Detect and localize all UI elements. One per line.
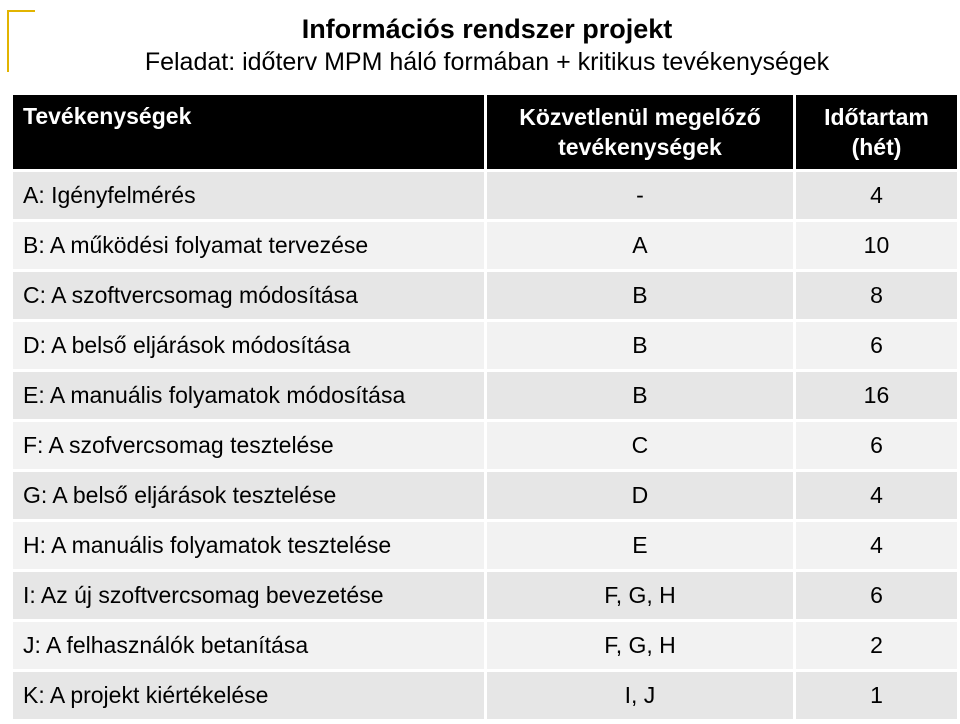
slide-header	[0, 12, 960, 78]
duration-cell: 8	[796, 272, 957, 319]
slide-title: Információs rendszer projekt	[301, 14, 673, 44]
activity-cell: J: A felhasználók betanítása	[13, 622, 484, 669]
table-row	[13, 422, 957, 469]
predecessors-cell: E	[487, 522, 793, 569]
activity-cell: C: A szoftvercsomag módosítása	[13, 272, 484, 319]
header-duration: Időtartam (hét)	[796, 95, 957, 169]
predecessors-cell: C	[487, 422, 793, 469]
table-row	[13, 672, 957, 719]
duration-cell: 6	[796, 322, 957, 369]
activity-table	[10, 92, 960, 722]
activity-cell: A: Igényfelmérés	[13, 172, 484, 219]
predecessors-cell: B	[487, 322, 793, 369]
duration-cell: 2	[796, 622, 957, 669]
activity-cell: E: A manuális folyamatok módosítása	[13, 372, 484, 419]
table-row	[13, 472, 957, 519]
predecessors-cell: B	[487, 372, 793, 419]
table-row	[13, 272, 957, 319]
duration-cell: 4	[796, 522, 957, 569]
duration-cell: 4	[796, 172, 957, 219]
table-row	[13, 172, 957, 219]
header-activity: Tevékenységek	[13, 95, 484, 169]
table-row	[13, 322, 957, 369]
activity-cell: D: A belső eljárások módosítása	[13, 322, 484, 369]
activity-cell: B: A működési folyamat tervezése	[13, 222, 484, 269]
activity-cell: H: A manuális folyamatok tesztelése	[13, 522, 484, 569]
table-row	[13, 222, 957, 269]
duration-cell: 10	[796, 222, 957, 269]
activity-cell: F: A szofvercsomag tesztelése	[13, 422, 484, 469]
header-predecessors: Közvetlenül megelőző tevékenységek	[487, 95, 793, 169]
duration-cell: 1	[796, 672, 957, 719]
predecessors-cell: F, G, H	[487, 572, 793, 619]
predecessors-cell: A	[487, 222, 793, 269]
table-header-row	[13, 95, 957, 169]
table-row	[13, 622, 957, 669]
table-row	[13, 572, 957, 619]
activity-cell: G: A belső eljárások tesztelése	[13, 472, 484, 519]
predecessors-cell: B	[487, 272, 793, 319]
duration-cell: 16	[796, 372, 957, 419]
table-row	[13, 372, 957, 419]
duration-cell: 6	[796, 572, 957, 619]
predecessors-cell: F, G, H	[487, 622, 793, 669]
table-row	[13, 522, 957, 569]
predecessors-cell: D	[487, 472, 793, 519]
duration-cell: 4	[796, 472, 957, 519]
duration-cell: 6	[796, 422, 957, 469]
activity-cell: I: Az új szoftvercsomag bevezetése	[13, 572, 484, 619]
predecessors-cell: -	[487, 172, 793, 219]
activity-cell: K: A projekt kiértékelése	[13, 672, 484, 719]
slide-subtitle: Feladat: időterv MPM háló formában + kritikus tevékenységek	[144, 48, 830, 76]
predecessors-cell: I, J	[487, 672, 793, 719]
table-body	[13, 172, 957, 719]
